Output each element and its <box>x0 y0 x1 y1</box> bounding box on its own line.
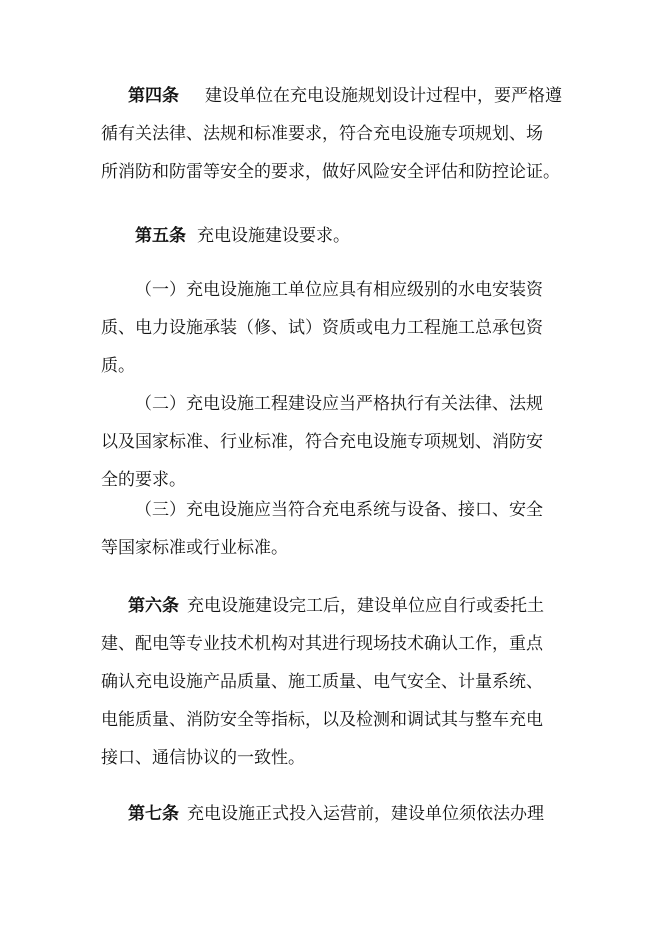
clause-line: （三）充电设施应当符合充电系统与设备、接口、安全 <box>135 500 543 520</box>
article-line: 接口、通信协议的一致性。 <box>101 748 305 768</box>
article-line: 确认充电设施产品质量、施工质量、电气安全、计量系统、 <box>101 672 543 692</box>
article-line: 所消防和防雷等安全的要求，做好风险安全评估和防控论证。 <box>101 162 560 182</box>
article-line: 充电设施建设完工后，建设单位应自行或委托土 <box>187 596 544 616</box>
article-line: 充电设施正式投入运营前，建设单位须依法办理 <box>187 804 544 824</box>
article-5 <box>101 226 571 246</box>
clause-line: （一）充电设施施工单位应具有相应级别的水电安装资 <box>135 280 543 300</box>
article-line: 充电设施建设要求。 <box>197 226 350 246</box>
article-line: 电能质量、消防安全等指标，以及检测和调试其与整车充电 <box>101 710 543 730</box>
clause-3 <box>101 500 571 558</box>
article-6 <box>101 596 571 768</box>
clause-line: 质、电力设施承装（修、试）资质或电力工程施工总承包资 <box>101 318 543 338</box>
clause-2 <box>101 394 571 490</box>
article-line: 循有关法律、法规和标准要求，符合充电设施专项规划、场 <box>101 124 543 144</box>
article-4 <box>101 86 571 182</box>
article-line: 建设单位在充电设施规划设计过程中，要严格遵 <box>205 86 562 106</box>
clause-1 <box>101 280 571 376</box>
article-heading: 第四条 <box>128 86 179 106</box>
article-heading: 第六条 <box>128 596 179 616</box>
article-heading: 第七条 <box>128 804 179 824</box>
clause-line: （二）充电设施工程建设应当严格执行有关法律、法规 <box>135 394 543 414</box>
article-line: 建、配电等专业技术机构对其进行现场技术确认工作，重点 <box>101 634 543 654</box>
clause-line: 质。 <box>101 356 135 376</box>
clause-line: 全的要求。 <box>101 470 186 490</box>
clause-line: 等国家标准或行业标准。 <box>101 538 288 558</box>
article-7 <box>101 804 571 824</box>
article-heading: 第五条 <box>135 226 186 246</box>
clause-line: 以及国家标准、行业标准，符合充电设施专项规划、消防安 <box>101 432 543 452</box>
